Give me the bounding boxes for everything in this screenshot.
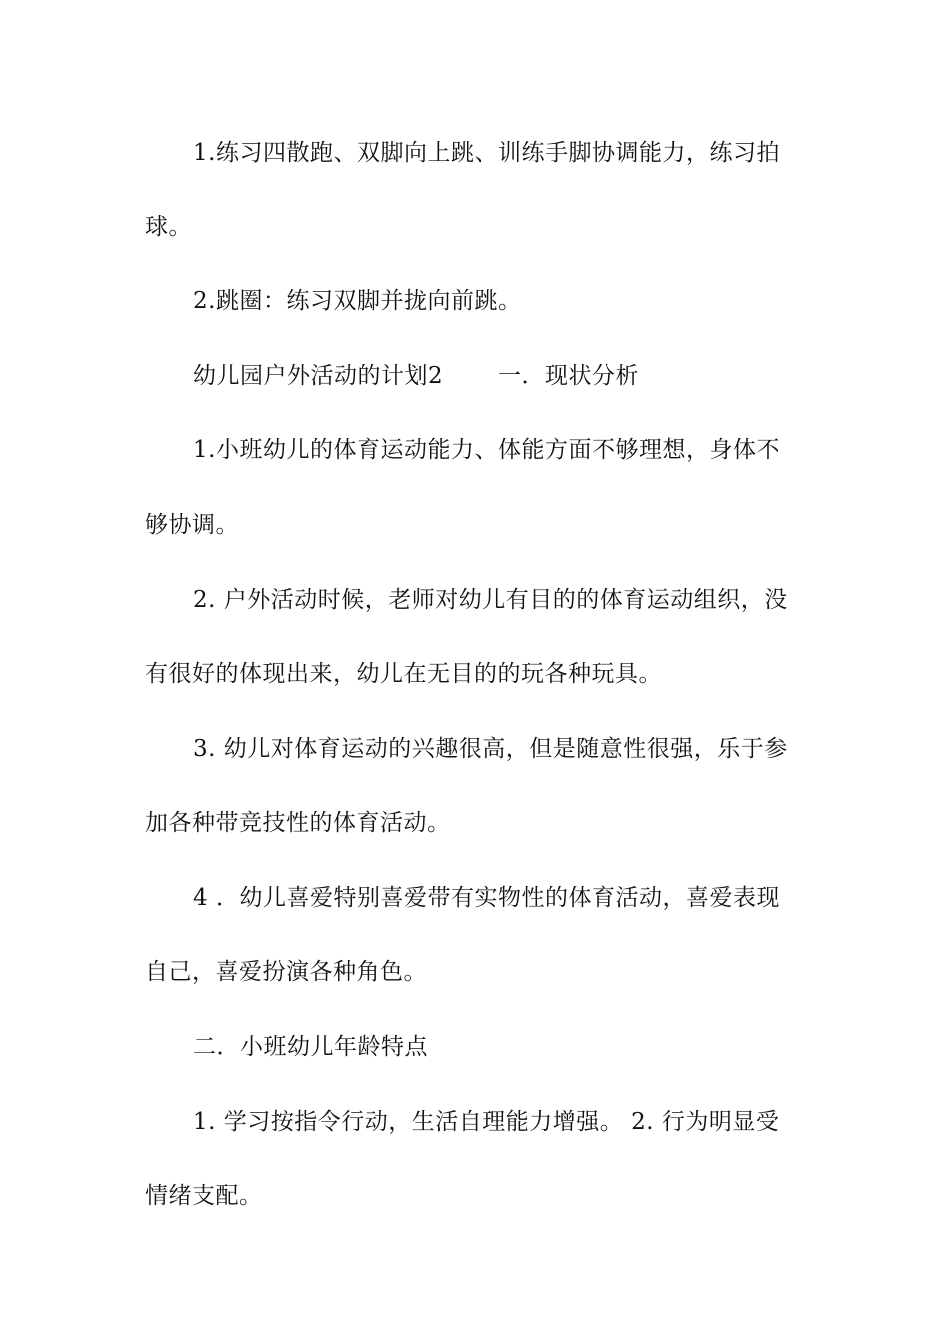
paragraph-line: 2. 户外活动时候，老师对幼儿有目的的体育运动组织，没 [193,587,788,613]
paragraph-line: 情绪支配。 [145,1183,263,1209]
paragraph-line: 加各种带竞技性的体育活动。 [145,810,451,836]
section-heading: 幼儿园户外活动的计划2 一．现状分析 [193,363,639,389]
paragraph-line: 3. 幼儿对体育运动的兴趣很高，但是随意性很强，乐于参 [193,736,788,762]
paragraph-line: 球。 [145,214,192,240]
paragraph-line: 够协调。 [145,512,239,538]
paragraph-line: 1.练习四散跑、双脚向上跳、训练手脚协调能力，练习拍 [193,140,780,166]
paragraph-line: 2.跳圈：练习双脚并拢向前跳。 [193,288,522,314]
paragraph-line: 4 ．幼儿喜爱特别喜爱带有实物性的体育活动，喜爱表现 [193,885,780,911]
paragraph-line: 有很好的体现出来，幼儿在无目的的玩各种玩具。 [145,661,662,687]
section-heading: 二．小班幼儿年龄特点 [193,1034,428,1060]
paragraph-line: 1.小班幼儿的体育运动能力、体能方面不够理想，身体不 [193,437,780,463]
paragraph-line: 自己，喜爱扮演各种角色。 [145,959,427,985]
paragraph-line: 1. 学习按指令行动，生活自理能力增强。 2. 行为明显受 [193,1109,780,1135]
